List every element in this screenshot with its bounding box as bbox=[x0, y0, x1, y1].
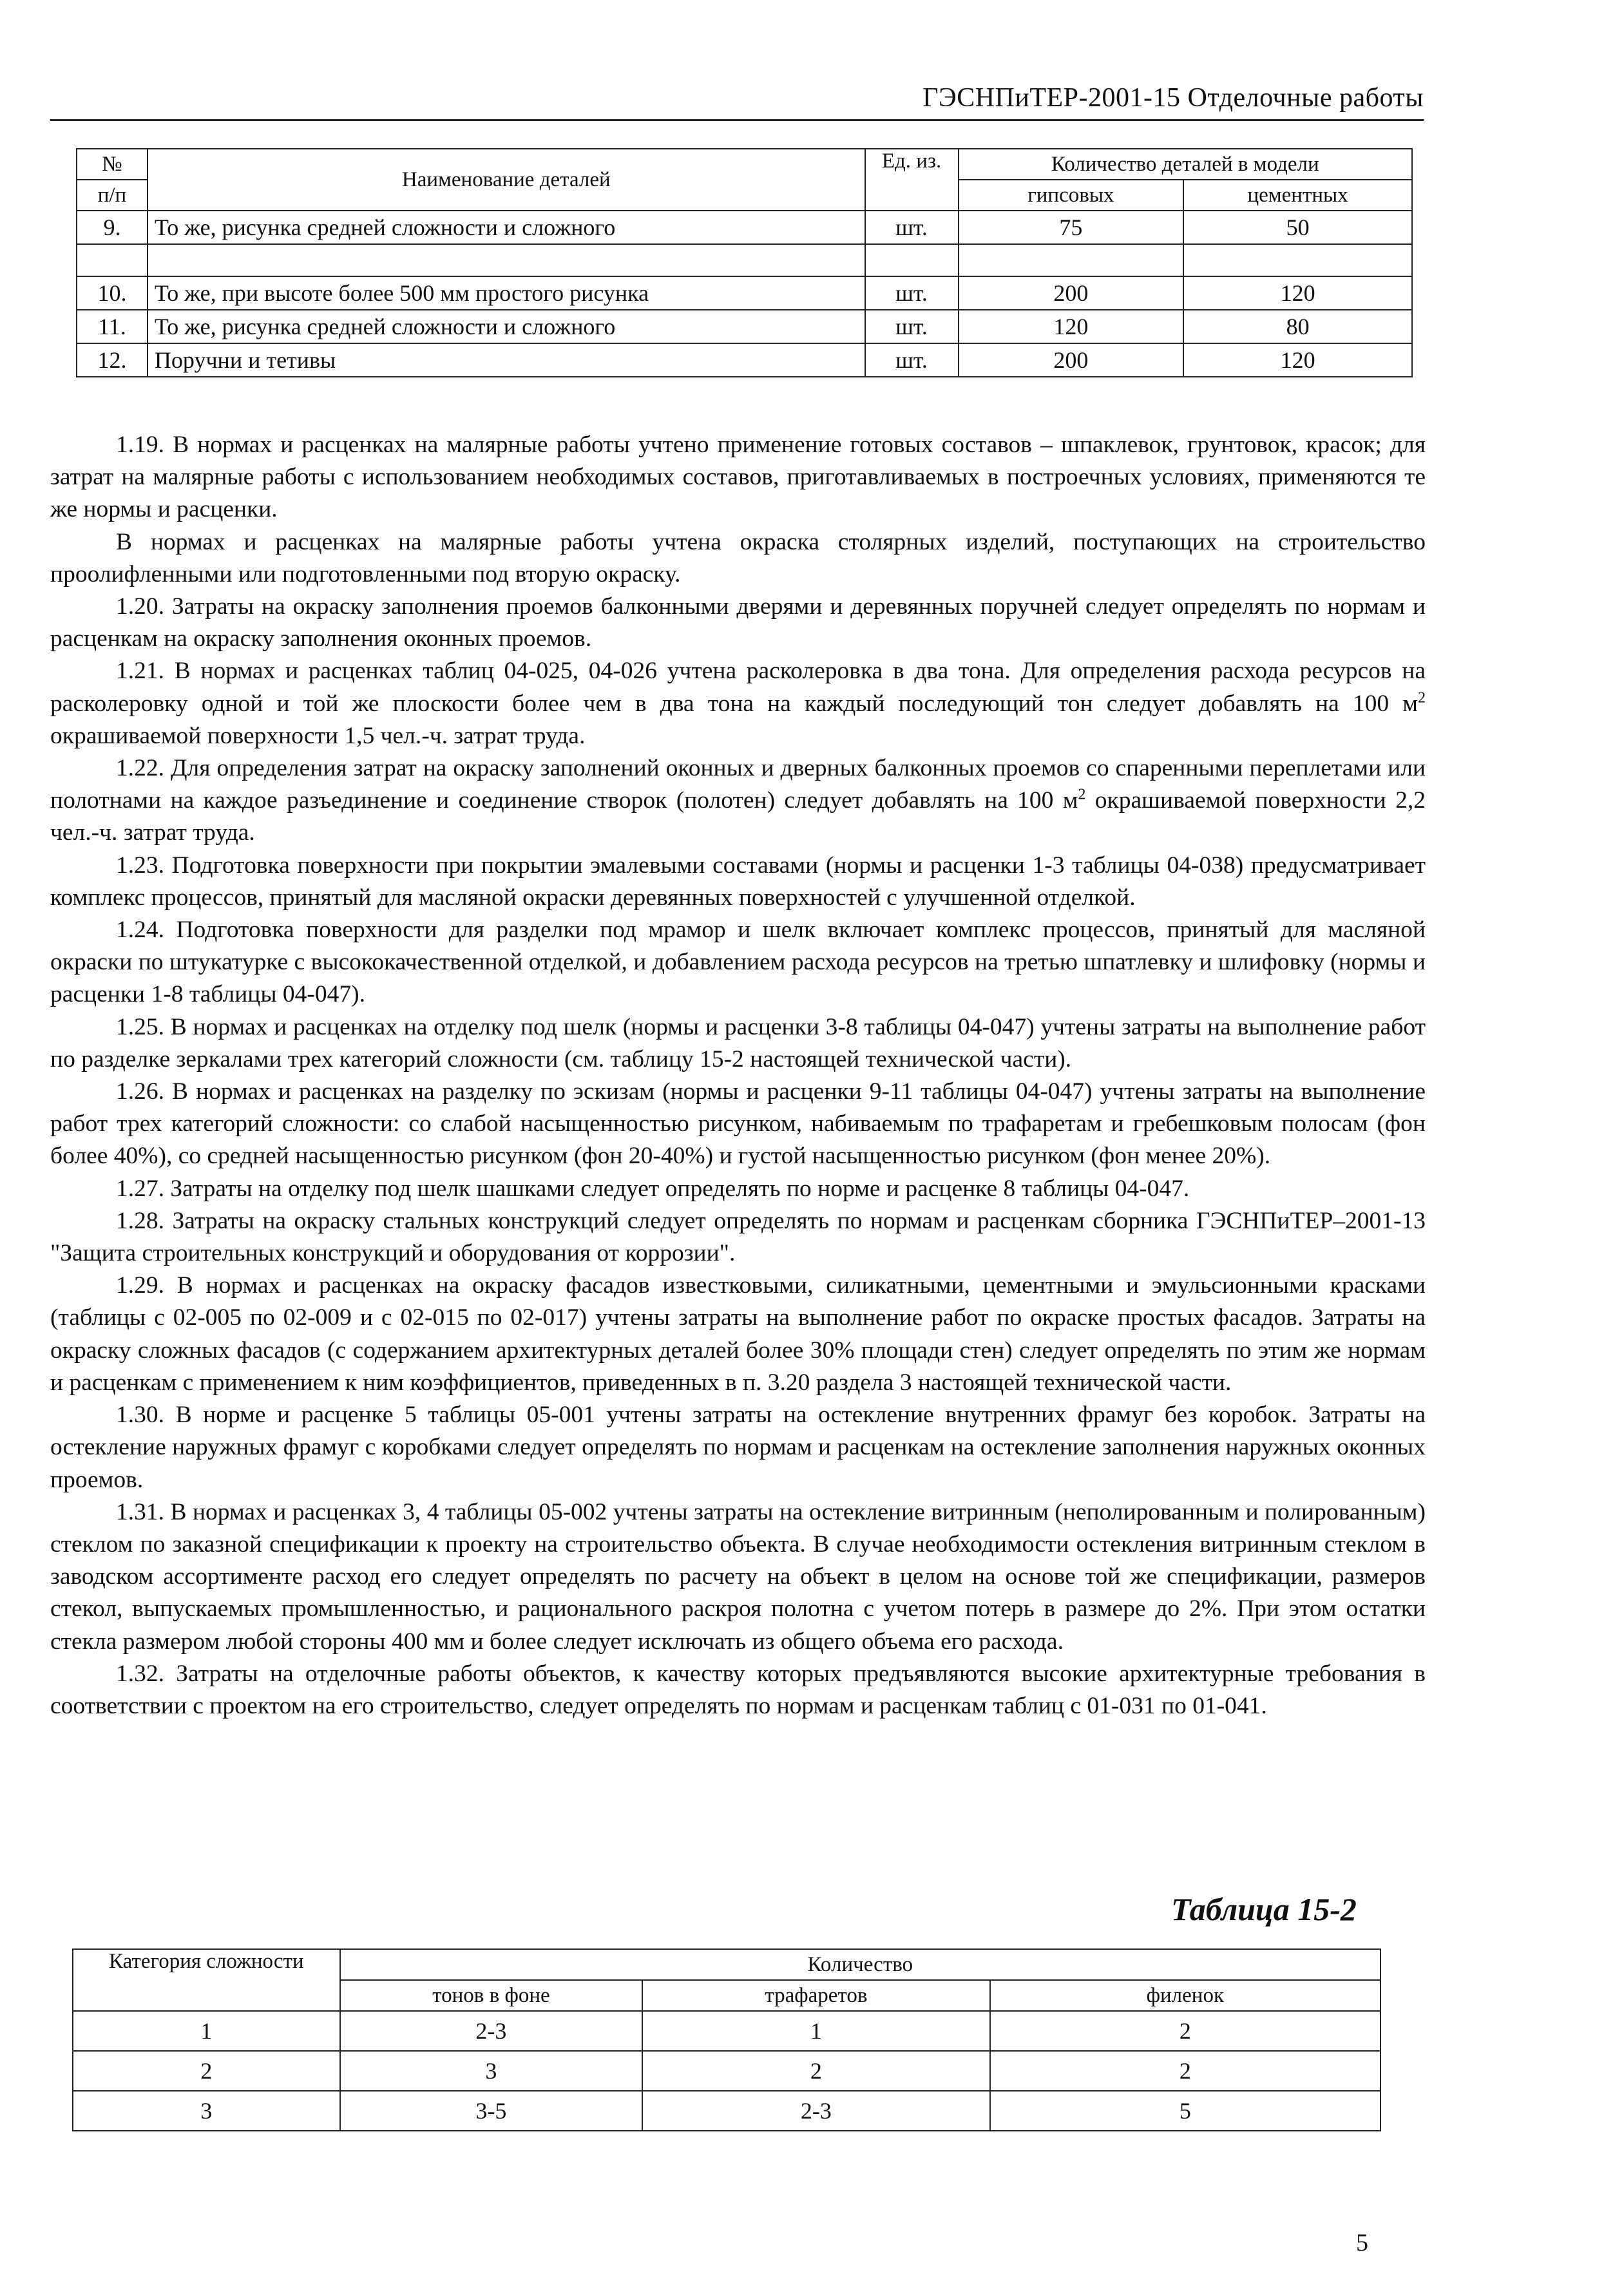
row-name: То же, рисунка средней сложности и сложного bbox=[148, 310, 865, 343]
header-rule bbox=[50, 119, 1424, 121]
superscript-2: 2 bbox=[1078, 786, 1086, 803]
row-stencils: 2 bbox=[642, 2051, 989, 2091]
row-cement: 80 bbox=[1183, 310, 1412, 343]
paragraph-1-23: 1.23. Подготовка поверхности при покрытии эмалевыми составами (нормы и расценки 1-3 таблицы 04-038) предусматривает комплекс процессов, принятый для масляной окраски деревянных поверхностей с улучшенной отделкой. bbox=[50, 852, 1426, 911]
paragraph-1-19: 1.19. В нормах и расценках на малярные работы учтено применение готовых составов – шпаклевок, грунтовок, красок; для затрат на малярные работы с использованием необходимых составов, приготавливаемых в построечных условиях, применяются те же нормы и расценки. bbox=[50, 432, 1426, 523]
row-gypsum: 200 bbox=[959, 343, 1184, 377]
row-num: 10. bbox=[77, 276, 148, 310]
paragraph-1-31: 1.31. В нормах и расценках 3, 4 таблицы 05-002 учтены затраты на остекление витринным (неполированным и полированным) стеклом по заказной спецификации к проекту на строительство объекта. В случае необходимости остекления витринным стеклом в заводском ассортименте расход его следует определять по расчету на объект в целом на основе той же спецификации, размеров стекол, выпускаемых промышленностью, и рационального раскроя полотна с учетом потерь в размере до 2%. При этом остатки стекла размером любой стороны 400 мм и более следует исключать из общего объема его расхода. bbox=[50, 1498, 1426, 1655]
row-category: 1 bbox=[73, 2011, 340, 2051]
header-quantity: Количество деталей в модели bbox=[959, 149, 1412, 180]
paragraph-1-25: 1.25. В нормах и расценках на отделку под шелк (нормы и расценки 3-8 таблицы 04-047) учтены затраты на выполнение работ по разделке зеркалами трех категорий сложности (см. таблицу 15-2 настоящей технической части). bbox=[50, 1013, 1426, 1072]
row-tones: 3 bbox=[340, 2051, 642, 2091]
table-row bbox=[73, 2011, 1380, 2051]
row-num: 11. bbox=[77, 310, 148, 343]
table-row bbox=[73, 2051, 1380, 2091]
row-category: 2 bbox=[73, 2051, 340, 2091]
row-gypsum: 200 bbox=[959, 276, 1184, 310]
row-unit: шт. bbox=[865, 276, 959, 310]
row-num: 12. bbox=[77, 343, 148, 377]
row-panels: 5 bbox=[990, 2091, 1380, 2131]
table-row-blank bbox=[77, 244, 1412, 276]
header-num: № bbox=[77, 149, 148, 180]
row-name: То же, при высоте более 500 мм простого рисунка bbox=[148, 276, 865, 310]
header-name: Наименование деталей bbox=[148, 149, 865, 211]
header-num-sub: п/п bbox=[77, 180, 148, 211]
row-name: То же, рисунка средней сложности и сложного bbox=[148, 211, 865, 244]
row-name: Поручни и тетивы bbox=[148, 343, 865, 377]
row-stencils: 2-3 bbox=[642, 2091, 989, 2131]
paragraph-1-27: 1.27. Затраты на отделку под шелк шашками следует определять по норме и расценке 8 таблицы 04-047. bbox=[116, 1175, 1190, 1202]
table-row bbox=[77, 343, 1412, 377]
header-gypsum: гипсовых bbox=[959, 180, 1184, 211]
row-gypsum: 120 bbox=[959, 310, 1184, 343]
paragraph-1-32: 1.32. Затраты на отделочные работы объектов, к качеству которых предъявляются высокие архитектурные требования в соответствии с проектом на его строительство, следует определять по нормам и расценкам таблиц с 01-031 по 01-041. bbox=[50, 1660, 1426, 1719]
paragraph-1-21 bbox=[50, 655, 1426, 752]
header-unit: Ед. из. bbox=[865, 149, 959, 211]
row-unit: шт. bbox=[865, 343, 959, 377]
row-panels: 2 bbox=[990, 2011, 1380, 2051]
superscript-2: 2 bbox=[1418, 689, 1426, 707]
row-unit: шт. bbox=[865, 310, 959, 343]
table-row bbox=[77, 276, 1412, 310]
paragraph-1-20: 1.20. Затраты на окраску заполнения проемов балконными дверями и деревянных поручней следует определять по нормам и расценкам на окраску заполнения оконных проемов. bbox=[50, 593, 1426, 653]
header-panels: филенок bbox=[990, 1980, 1380, 2011]
header-cement: цементных bbox=[1183, 180, 1412, 211]
paragraph-1-21-text-a: 1.21. В нормах и расценках таблиц 04-025, 04-026 учтена расколеровка в два тона. Для определения расхода ресурсов на расколеровку одной и той же плоскости более чем в два тона на каждый последующий тон следует добавлять на 100 м bbox=[50, 658, 1426, 717]
row-cement: 120 bbox=[1183, 276, 1412, 310]
paragraph-1-22-text-a: 1.22. Для определения затрат на окраску заполнений оконных и дверных балконных проемов со спаренными переплетами или полотнами на каждое разъединение и соединение створок (полотен) следует добавлять на 100 м bbox=[50, 755, 1426, 814]
complexity-table bbox=[72, 1948, 1381, 2131]
body-text bbox=[50, 429, 1426, 1722]
table-header-row bbox=[73, 1949, 1380, 1980]
page-number: 5 bbox=[1356, 2229, 1368, 2256]
table-row bbox=[77, 211, 1412, 244]
row-num: 9. bbox=[77, 211, 148, 244]
header-stencils: трафаретов bbox=[642, 1980, 989, 2011]
row-gypsum: 75 bbox=[959, 211, 1184, 244]
paragraph-1-24: 1.24. Подготовка поверхности для разделки под мрамор и шелк включает комплекс процессов, принятый для масляной окраски по штукатурке с высококачественной отделкой, и добавлением расхода ресурсов на третью шпатлевку и шлифовку (нормы и расценки 1-8 таблицы 04-047). bbox=[50, 917, 1426, 1008]
header-tones: тонов в фоне bbox=[340, 1980, 642, 2011]
row-panels: 2 bbox=[990, 2051, 1380, 2091]
paragraph-1-29: 1.29. В нормах и расценках на окраску фасадов известковыми, силикатными, цементными и эмульсионными красками (таблицы с 02-005 по 02-009 и с 02-015 по 02-017) учтены затраты на выполнение работ по окраске простых фасадов. Затраты на окраску сложных фасадов (с содержанием архитектурных деталей более 30% площади стен) следует определять по этим же нормам и расценкам с применением к ним коэффициентов, приведенных в п. 3.20 раздела 3 настоящей технической части. bbox=[50, 1272, 1426, 1396]
row-cement: 50 bbox=[1183, 211, 1412, 244]
table-header-row bbox=[77, 149, 1412, 180]
header-category: Категория сложности bbox=[73, 1949, 340, 2011]
table-row bbox=[73, 2091, 1380, 2131]
row-cement: 120 bbox=[1183, 343, 1412, 377]
paragraph-1-21-text-b: окрашиваемой поверхности 1,5 чел.-ч. затрат труда. bbox=[50, 722, 586, 749]
header-quantity: Количество bbox=[340, 1949, 1380, 1980]
paragraph-1-19-b: В нормах и расценках на малярные работы учтена окраска столярных изделий, поступающих на строительство проолифленными или подготовленными под вторую окраску. bbox=[50, 528, 1426, 587]
paragraph-1-22 bbox=[50, 752, 1426, 850]
paragraph-1-28: 1.28. Затраты на окраску стальных конструкций следует определять по нормам и расценкам сборника ГЭСНПиТЕР–2001-13 "Защита строительных конструкций и оборудования от коррозии". bbox=[50, 1207, 1426, 1267]
row-stencils: 1 bbox=[642, 2011, 989, 2051]
running-header: ГЭСНПиТЕР-2001-15 Отделочные работы bbox=[922, 83, 1424, 113]
row-category: 3 bbox=[73, 2091, 340, 2131]
paragraph-1-26: 1.26. В нормах и расценках на разделку по эскизам (нормы и расценки 9-11 таблицы 04-047) учтены затраты на выполнение работ трех категорий сложности: со слабой насыщенностью рисунком, набиваемым по трафаретам и гребешковым полосам (фон более 40%), со средней насыщенностью рисунком (фон 20-40%) и густой насыщенностью рисунком (фон менее 20%). bbox=[50, 1078, 1426, 1170]
table-row bbox=[77, 310, 1412, 343]
row-unit: шт. bbox=[865, 211, 959, 244]
paragraph-1-22-text-b: окрашиваемой поверхности 2,2 чел.-ч. затрат труда. bbox=[50, 787, 1426, 846]
row-tones: 3-5 bbox=[340, 2091, 642, 2131]
paragraph-1-30: 1.30. В норме и расценке 5 таблицы 05-001 учтены затраты на остекление внутренних фрамуг без коробок. Затраты на остекление наружных фрамуг с коробками следует определять по нормам и расценкам на остекление заполнения наружных оконных проемов. bbox=[50, 1402, 1426, 1493]
table-caption: Таблица 15-2 bbox=[1171, 1891, 1357, 1927]
details-table bbox=[76, 148, 1413, 377]
row-tones: 2-3 bbox=[340, 2011, 642, 2051]
